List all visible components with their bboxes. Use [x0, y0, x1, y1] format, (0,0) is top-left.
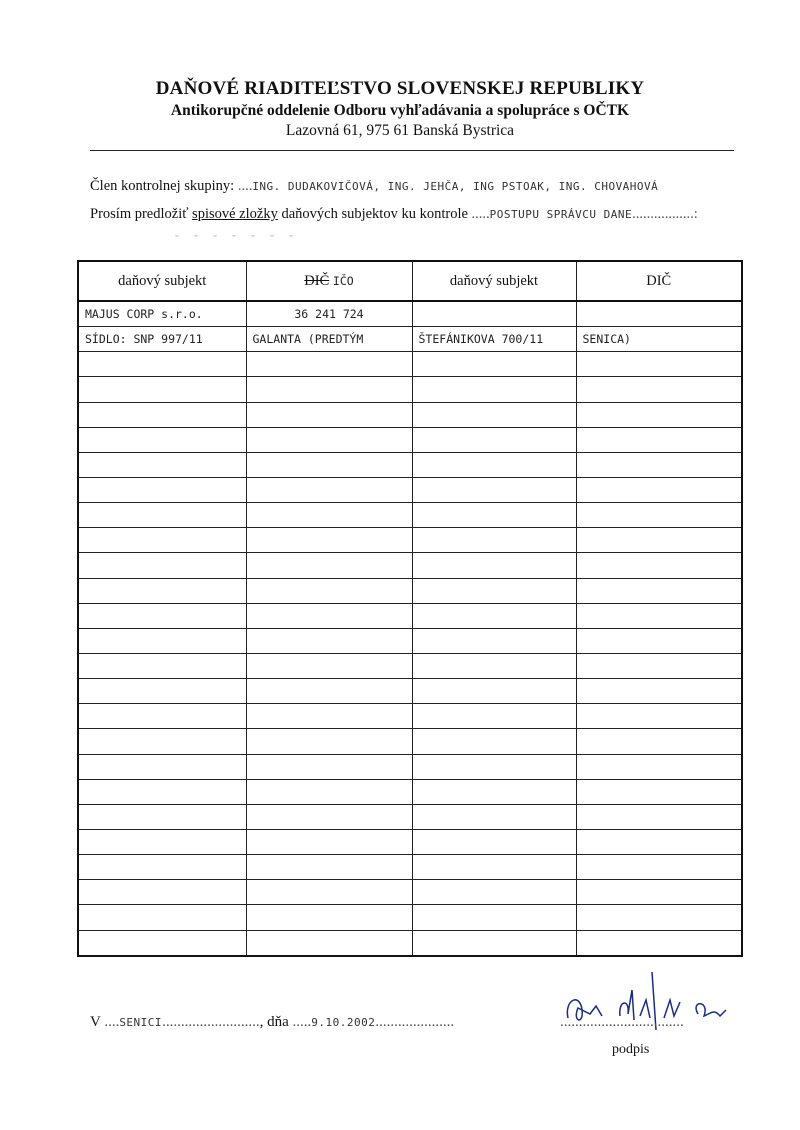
table-cell [576, 729, 742, 754]
signature-dots: ................................. [560, 1014, 684, 1030]
request-label-b: spisové zložky [192, 206, 278, 222]
table-cell [78, 930, 246, 956]
table-cell [412, 452, 576, 477]
table-cell [412, 352, 576, 377]
table-cell [78, 829, 246, 854]
header-divider [90, 150, 734, 151]
table-cell [78, 478, 246, 503]
table-cell [412, 880, 576, 905]
table-cell [246, 478, 412, 503]
table-cell [246, 880, 412, 905]
table-cell [412, 427, 576, 452]
table-cell [576, 578, 742, 603]
table-cell [412, 804, 576, 829]
signature-label: podpis [612, 1042, 650, 1057]
table-cell [412, 478, 576, 503]
table-cell [576, 628, 742, 653]
table-cell [576, 528, 742, 553]
table-cell [78, 804, 246, 829]
table-cell [412, 704, 576, 729]
table-cell [412, 503, 576, 528]
table-row [78, 880, 742, 905]
place-value: SENICI [119, 1016, 163, 1029]
table-cell [576, 829, 742, 854]
table-cell [78, 578, 246, 603]
table-cell [412, 930, 576, 956]
table-cell [246, 553, 412, 578]
table-row [78, 578, 742, 603]
table-row [78, 528, 742, 553]
table-cell [576, 905, 742, 930]
table-cell [246, 578, 412, 603]
table-row [78, 905, 742, 930]
table-cell [576, 754, 742, 779]
table-row [78, 327, 742, 352]
table-row [78, 603, 742, 628]
table-row [78, 729, 742, 754]
table-cell [78, 377, 246, 402]
table-cell [78, 603, 246, 628]
table-cell [246, 352, 412, 377]
col-header-subject-1: daňový subjekt [78, 261, 246, 301]
table-cell [246, 804, 412, 829]
table-cell [412, 729, 576, 754]
col-header-id-1 [246, 261, 412, 301]
table-row [78, 653, 742, 678]
table-cell [78, 653, 246, 678]
table-cell [576, 653, 742, 678]
table-cell [576, 855, 742, 880]
table-cell [576, 679, 742, 704]
table-cell [246, 829, 412, 854]
table-cell [412, 628, 576, 653]
document-title: DAŇOVÉ RIADITEĽSTVO SLOVENSKEJ REPUBLIKY [155, 78, 645, 99]
table-cell [576, 880, 742, 905]
table-cell [246, 528, 412, 553]
table-cell [576, 603, 742, 628]
table-cell [246, 679, 412, 704]
table-cell [412, 855, 576, 880]
table-cell [78, 679, 246, 704]
table-row [78, 352, 742, 377]
col-header-dic-2: DIČ [576, 261, 742, 301]
table-row [78, 855, 742, 880]
place-label: V [90, 1014, 101, 1030]
table-cell [246, 402, 412, 427]
table-cell [246, 704, 412, 729]
table-cell [246, 628, 412, 653]
table-cell [78, 402, 246, 427]
table-cell [78, 352, 246, 377]
table-cell [78, 503, 246, 528]
table-cell [412, 528, 576, 553]
table-cell [78, 729, 246, 754]
table-cell [576, 478, 742, 503]
table-cell [412, 905, 576, 930]
table-cell [78, 779, 246, 804]
table-cell [78, 427, 246, 452]
request-value: POSTUPU SPRÁVCU DANE [489, 208, 633, 221]
table-cell [576, 452, 742, 477]
table-cell [576, 301, 742, 327]
table-cell [576, 427, 742, 452]
col-header-dic-struck: DIČ [304, 272, 330, 289]
table-cell [576, 352, 742, 377]
table-cell [412, 301, 576, 327]
table-cell [412, 653, 576, 678]
table-cell [246, 930, 412, 956]
table-cell [78, 704, 246, 729]
table-cell [78, 855, 246, 880]
table-cell [246, 729, 412, 754]
table-cell [246, 779, 412, 804]
table-cell: ŠTEFÁNIKOVA 700/11 [412, 327, 576, 352]
table-cell [246, 754, 412, 779]
table-cell [246, 855, 412, 880]
table-cell [412, 402, 576, 427]
table-cell [78, 528, 246, 553]
table-row [78, 377, 742, 402]
table-cell [412, 578, 576, 603]
table-row [78, 679, 742, 704]
tax-subjects-table [77, 260, 743, 957]
table-cell [78, 905, 246, 930]
col-header-subject-2: daňový subjekt [412, 261, 576, 301]
table-cell [246, 503, 412, 528]
table-header-row [78, 261, 742, 301]
table-cell [576, 402, 742, 427]
table-row [78, 452, 742, 477]
table-cell [576, 804, 742, 829]
table-cell [412, 679, 576, 704]
member-value: ING. DUDAKOVIČOVÁ, ING. JEHČA, ING PSTOAK, ING. CHOVAHOVÁ [252, 180, 659, 193]
table-row [78, 804, 742, 829]
table-cell [78, 880, 246, 905]
request-label-a: Prosím predložiť [90, 206, 189, 222]
table-cell [576, 553, 742, 578]
table-cell [412, 779, 576, 804]
table-cell [246, 603, 412, 628]
table-cell [576, 930, 742, 956]
date-value: 9.10.2002 [311, 1016, 376, 1029]
document-subtitle: Antikorupčné oddelenie Odboru vyhľadávania a spolupráce s OČTK [170, 102, 630, 119]
table-cell [246, 452, 412, 477]
member-label: Člen kontrolnej skupiny: [90, 178, 235, 194]
table-cell [412, 377, 576, 402]
table-cell [576, 503, 742, 528]
table-cell [412, 829, 576, 854]
document-header [0, 78, 800, 140]
table-cell [78, 553, 246, 578]
table-cell [576, 779, 742, 804]
table-row [78, 402, 742, 427]
table-row [78, 478, 742, 503]
table-cell [412, 553, 576, 578]
table-cell [412, 754, 576, 779]
request-line: Prosím predložiť spisové zložky daňových subjektov ku kontrole .....POSTUPU SPRÁVCU DANE.................: [90, 206, 698, 222]
faint-marks: ˘ ˘ ˘ ˘ ˘ ˘ ˘ [175, 232, 299, 246]
table-row [78, 829, 742, 854]
table-row [78, 301, 742, 327]
table-row [78, 779, 742, 804]
member-line: Člen kontrolnej skupiny: ....ING. DUDAKOVIČOVÁ, ING. JEHČA, ING PSTOAK, ING. CHOVAHOVÁ [90, 178, 659, 194]
table-cell: GALANTA (PREDTÝM [246, 327, 412, 352]
table-cell [576, 377, 742, 402]
table-cell: 36 241 724 [246, 301, 412, 327]
table-row [78, 930, 742, 956]
table-cell [78, 452, 246, 477]
footer-line: V ....SENICI.........................., dňa .....9.10.2002..................... [90, 1014, 455, 1030]
table-cell: MAJUS CORP s.r.o. [78, 301, 246, 327]
table-cell [78, 628, 246, 653]
table-row [78, 628, 742, 653]
table-row [78, 704, 742, 729]
table-cell: SENICA) [576, 327, 742, 352]
table-body [78, 301, 742, 956]
table-cell [246, 427, 412, 452]
table-cell [246, 905, 412, 930]
table-row [78, 754, 742, 779]
table-cell [246, 377, 412, 402]
table-cell: SÍDLO: SNP 997/11 [78, 327, 246, 352]
table-cell [412, 603, 576, 628]
table-row [78, 553, 742, 578]
document-address: Lazovná 61, 975 61 Banská Bystrica [285, 122, 515, 139]
table-cell [78, 754, 246, 779]
table-row [78, 503, 742, 528]
col-header-ico-handwritten: IČO [332, 273, 354, 288]
table-cell [246, 653, 412, 678]
date-label: , dňa [259, 1014, 289, 1030]
table-cell [576, 704, 742, 729]
request-label-c: daňových subjektov ku kontrole [281, 206, 468, 222]
table-row [78, 427, 742, 452]
